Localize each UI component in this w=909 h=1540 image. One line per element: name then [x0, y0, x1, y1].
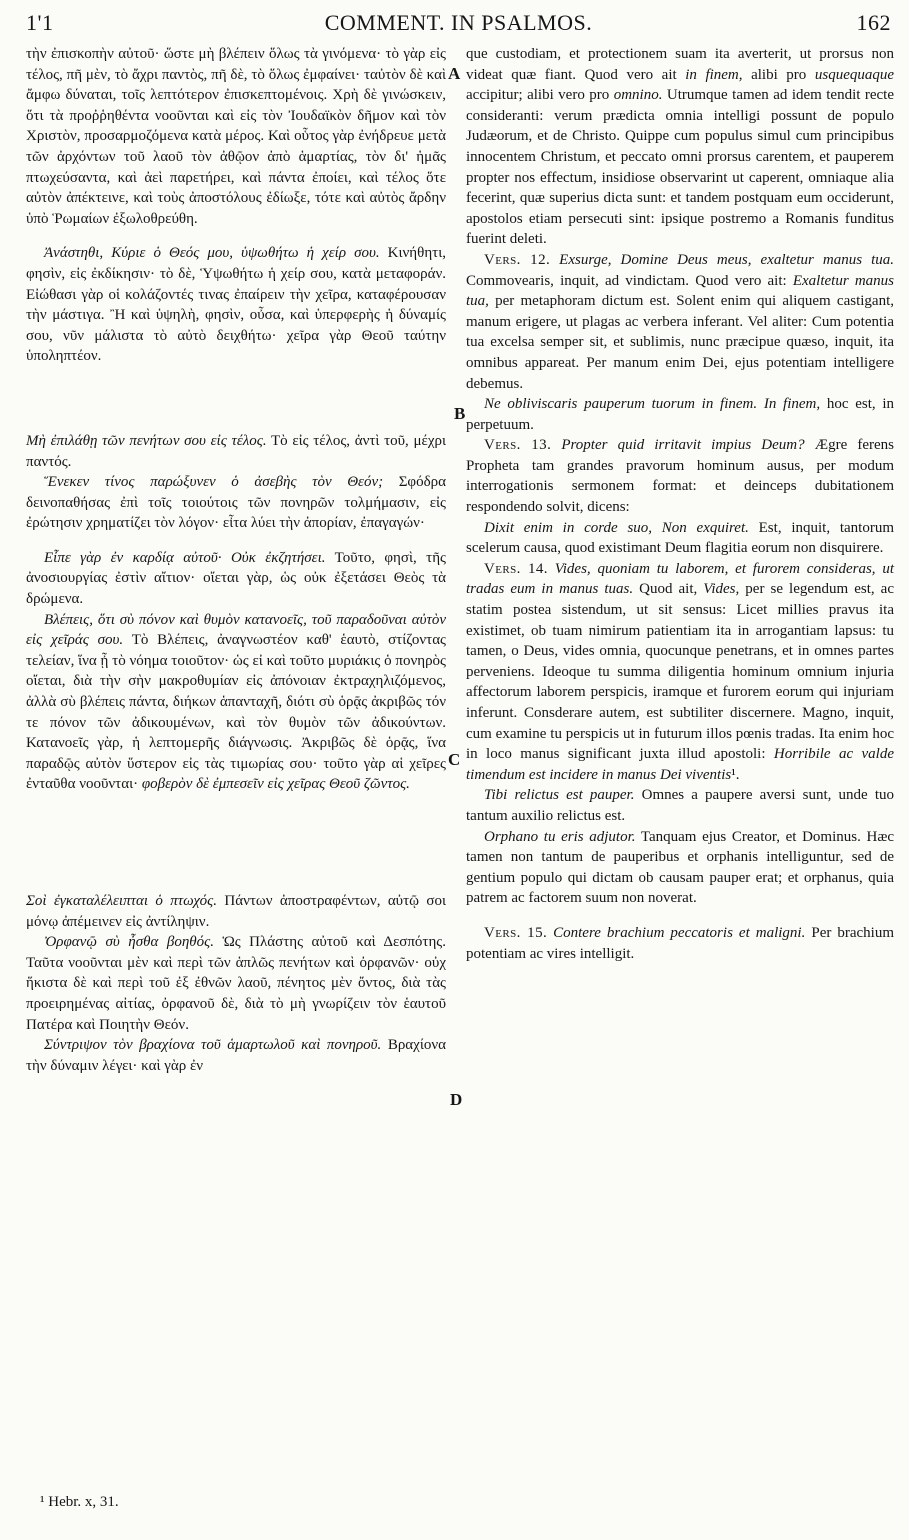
latin-text: Per brachium potentiam ac vires intelligit.	[466, 924, 895, 962]
latin-text: alibi pro	[742, 66, 815, 83]
greek-paragraph	[26, 472, 446, 534]
greek-paragraph: τὴν ἐπισκοπὴν αὐτοῦ· ὥστε μὴ βλέπειν ὅλως τὰ γινόμενα· τὸ γὰρ εἰς τέλος, πῆ μὲν, τὸ ἄχρι παντὸς, πῆ δὲ, τὸ ὅλως ἐμφαίνει· ταὐτὸν δὲ καὶ ἄμφω δύναται, τοῖς λεπτότερον ἐπισκεπτομένοις. Χρὴ δὲ γινώσκειν, ὅτι τὰ προῤῥηθέντα νοοῦνται καὶ εἰς τὸν Ἰουδαϊκὸν δῆμον καὶ τὸν Χριστὸν, προσαρμοζόμενα κατὰ μέρος. Καὶ οὗτος γὰρ ἐνήδρευε μετὰ τῶν ἀρχόντων τοῦ λαοῦ τὸν ἀθῷον ἀπὸ ἁμαρτίας, τὸν δι' ἡμᾶς πτωχεύσαντα, καὶ ἀεὶ παρετήρει, καὶ πάντα ἐποίει, καὶ τέλος ὅτε αὐτὸν ἀπέκτεινε, καὶ τοὺς ἀποστόλους ἐδίωξε, τότε καὶ αὐτὸς ἄρδην ὑπὸ Ῥωμαίων ἐξωλοθρεύθη.	[26, 46, 446, 227]
greek-paragraph	[26, 243, 446, 367]
latin-lemma: Contere brachium peccatoris et maligni.	[547, 924, 806, 941]
verse-label: Vers. 13.	[484, 437, 552, 454]
running-header	[26, 8, 891, 42]
latin-paragraph	[466, 518, 894, 559]
latin-lemma: Vides, quoniam tu laborem, et furorem consideras, ut tradas eum in manus tuas.	[466, 560, 895, 598]
margin-letter-a: A	[448, 64, 461, 83]
greek-lemma: Μὴ ἐπιλάθῃ τῶν πενήτων σου εἰς τέλος.	[26, 432, 267, 449]
latin-column	[466, 44, 894, 964]
latin-lemma: Exsurge, Domine Deus meus, exaltetur manus tua.	[550, 251, 894, 268]
greek-lemma: Εἶπε γὰρ ἐν καρδίᾳ αὐτοῦ· Οὐκ ἐκζητήσει.	[44, 549, 326, 566]
latin-lemma: Tibi relictus est pauper.	[484, 787, 635, 804]
greek-lemma: Ὀρφανῷ σὺ ἦσθα βοηθός.	[44, 934, 214, 951]
latin-paragraph	[466, 559, 894, 786]
margin-letter-b: B	[454, 404, 466, 423]
greek-paragraph	[26, 932, 446, 1035]
greek-lemma: Ἕνεκεν τίνος παρώξυνεν ὁ ἀσεβὴς τὸν Θεόν;	[44, 474, 384, 491]
footnote-ref: ¹.	[731, 766, 740, 783]
latin-text: per metaphoram dictum est. Solent enim qui aliquem castigant, manum erigere, ut plagas ac verbera inferant. Vel aliter: Cum potentia tua excelsa semper sit, et sublimis, nunc præcipue quæso, inquit, ita omnibus appareat. Per manum enim Dei, ejus potentiam intelligere debemus.	[466, 293, 894, 392]
greek-quote: φοβερὸν δὲ ἐμπεσεῖν εἰς χεῖρας Θεοῦ ζῶντος.	[138, 776, 410, 793]
margin-letter-d: D	[450, 1090, 463, 1109]
greek-paragraph	[26, 1035, 446, 1076]
greek-paragraph	[26, 548, 446, 610]
latin-quote: Horribile ac valde timendum est incidere in manus Dei viventis	[466, 746, 895, 783]
latin-paragraph	[466, 785, 894, 826]
verse-label: Vers. 15.	[484, 924, 548, 941]
latin-text: Utrumque tamen ad idem tendit recte consideranti: verum prædicta omnia intelligi possunt de populo Judæorum, et de Christo. Quippe cum populus simul cum principibus innocentem Christum, et peccato omni prorsus carentem, et pauperem propter nos effectum, insidiose observarint ut caperent, omniaque alia fecerint, quæ superius dicta sunt: et tandem postquam eum occiderunt, apostolos etiam persecuti sint: ipsique postremo a Romanis funditus fuerint deleti.	[466, 87, 894, 248]
latin-emphasis: omnino.	[613, 87, 663, 104]
verse-label: Vers. 14.	[484, 560, 548, 577]
page-number-left: 1'1	[26, 10, 54, 35]
greek-lemma: Σύντριψον τὸν βραχίονα τοῦ ἁμαρτωλοῦ καὶ πονηροῦ.	[44, 1037, 382, 1054]
greek-text: Πάντων ἀποστραφέντων, αὐτῷ σοι μόνῳ ἀπέμεινεν εἰς ἀντίληψιν.	[26, 893, 446, 930]
latin-lemma: Dixit enim in corde suo, Non exquiret.	[484, 519, 749, 536]
latin-lemma: Propter quid irritavit impius Deum?	[551, 437, 805, 454]
verse-label: Vers. 12.	[484, 251, 551, 268]
greek-text: Κινήθητι, φησὶν, εἰς ἐκδίκησιν· τὸ δὲ, Ὑψωθήτω ἡ χείρ σου, κατὰ μεταφοράν. Εἰώθασι γὰρ οἱ κολάζοντές τινας ἐπαίρειν τὴν χεῖρα, καταφέρουσαν τὴν μάστιγα. Ἢ καὶ ὑψηλὴ, φησὶν, οὖσα, καὶ ὑπερφερὴς ἡ δύναμίς σου, νῦν μάλιστα τὸ αὐτὸ δειχθήτω· χεῖρα γὰρ Θεοῦ ταύτην ὑποληπτέον.	[26, 245, 446, 365]
margin-letter-c: C	[448, 750, 461, 769]
greek-text: Τὸ εἰς τέλος, ἀντὶ τοῦ, μέχρι παντός.	[26, 432, 447, 470]
page-number-right: 162	[856, 10, 891, 35]
latin-emphasis: Exaltetur manus tua,	[466, 272, 894, 310]
greek-text: Ὡς Πλάστης αὐτοῦ καὶ Δεσπότης. Ταῦτα νοοῦνται μὲν καὶ περὶ τῶν ἁπλῶς πενήτων καὶ ὀρφανῶν· οὐχ ἥκιστα δὲ καὶ περὶ τοῦ ἐξ ἐθνῶν λαοῦ, πένητος μὲν ὄντος, διὰ τὰς προειρημένας αἰτίας, ὀρφανοῦ δὲ, διὰ τὸ μὴ γνωρίζειν τὸν ἑαυτοῦ Πατέρα καὶ Ποιητὴν Θεόν.	[26, 934, 446, 1033]
latin-emphasis: Vides,	[703, 581, 740, 598]
latin-paragraph	[466, 44, 894, 250]
latin-emphasis: in finem,	[685, 66, 743, 83]
latin-text: hoc est, in perpetuum.	[466, 396, 894, 433]
greek-text: Βραχίονα τὴν δύναμιν λέγει· καὶ γὰρ ἐν	[26, 1037, 446, 1074]
latin-text: que custodiam, et protectionem suam ita averterit, ut prorsus non videat quæ fiant. Quod vero ait	[466, 46, 894, 83]
latin-text: Omnes a paupere aversi sunt, unde tuo tantum auxilio relictus est.	[466, 787, 894, 824]
latin-text: Commovearis, inquit, ad vindictam. Quod vero ait:	[466, 272, 793, 289]
greek-lemma: Βλέπεις, ὅτι σὺ πόνον καὶ θυμὸν κατανοεῖς, τοῦ παραδοῦναι αὐτὸν εἰς χεῖράς σου.	[26, 611, 446, 649]
latin-text: Ægre ferens Propheta tam grandes pravorum hominum ausus, per modum interrogationis sermonem format: et deinceps dubitationem respondendo solvit, dicens:	[466, 437, 895, 516]
latin-text: accipitur; alibi vero pro	[466, 87, 614, 104]
latin-emphasis: usquequaque	[814, 66, 895, 83]
latin-text: Quod ait,	[633, 581, 704, 598]
latin-paragraph	[466, 250, 894, 394]
latin-text: per se legendum est, ac statim postea sistendum, ut sit sensus: Licet millies pravus ita existimet, ob tuam nimirum patientiam ita in arrogantiam lapsus: tu tamen, o Deus, vides omnia, quocunque penetrans, et in omnes partes perveniens. Ideoque tu summa diligentia hominum omnium injuria affectorum laborem perspicis, iramque et furorem eorum qui injuriam inferunt. Consderare autem, est subtiliter discernere. Magno, inquit, cum examine tu perspicis ut in futurum illos pœnis tradas. Ita enim hoc in loco manus significant juxta illud apostoli:	[466, 581, 894, 763]
latin-paragraph	[466, 827, 894, 909]
greek-paragraph	[26, 610, 446, 795]
latin-text: Tanquam ejus Creator, et Dominus. Hæc tamen non tantum de pauperibus et orphanis intelliguntur, sed de gentium populo qui dictam ob causam pauper erat; et orphanus, quia patrem ac factorem suum non noverat.	[466, 828, 894, 907]
greek-paragraph	[26, 891, 446, 932]
greek-text: Σφόδρα δεινοπαθήσας ἐπὶ τοῖς τοιούτοις τῶν πονηρῶν τολμήμασιν, εἰς ἐρώτησιν χρηματίζει τὸν λόγον· εἶτα λύει τὴν ἀπορίαν, ἐπαγαγών·	[26, 474, 446, 532]
latin-paragraph	[466, 923, 894, 964]
latin-lemma: Orphano tu eris adjutor.	[484, 828, 636, 845]
footnote: ¹ Hebr. x, 31.	[40, 1494, 119, 1510]
latin-paragraph	[466, 394, 894, 435]
latin-text: Est, inquit, tantorum scelerum causa, quod existimant Deum flagitia eorum non disquirere.	[466, 519, 894, 557]
running-title: COMMENT. IN PSALMOS.	[324, 10, 593, 35]
greek-lemma: Σοὶ ἐγκαταλέλειπται ὁ πτωχός.	[26, 893, 218, 909]
greek-paragraph	[26, 431, 446, 472]
greek-text: Τὸ Βλέπεις, ἀναγνωστέον καθ' ἑαυτὸ, στίζοντας τελείαν, ἵνα ᾖ τὸ νόημα τοιοῦτον· ὡς εἰ καὶ τοῦτο μυριάκις ὁ πονηρὸς οἴεται, διὰ τὴν σὴν μακροθυμίαν εἰς ἀπόνοιαν ἐκτραχηλιζόμενος, ἀλλὰ σὺ βλέπεις πάντα, διήκων ἁπανταχῆ, διότι σὺ ὁρᾷς ἀκριβῶς τόν τε πόνον τῶν ἀδικουμένων, καὶ τὸν θυμὸν τῶν ἀδικούντων. Κατανοεῖς γὰρ, ἡ λεπτομερῆς διάγνωσις. Ἀκριβῶς δὲ ὁρᾷς, ἵνα παραδῷς αὐτὸν ὕστερον εἰς τὰς τιμωρίας σου· τοῦτο γὰρ αἱ χεῖρες ἐνταῦθα νοοῦνται·	[26, 632, 446, 793]
latin-lemma: Ne obliviscaris pauperum tuorum in finem. In finem,	[484, 396, 821, 413]
latin-paragraph	[466, 435, 894, 517]
greek-text: Τοῦτο, φησὶ, τῆς ἀνοσιουργίας ἐστὶν αἴτιον· οἴεται γὰρ, ὡς οὐκ ἐξετάσει Θεὸς τὰ δρώμενα.	[26, 549, 446, 608]
greek-lemma: Ἀνάστηθι, Κύριε ὁ Θεός μου, ὑψωθήτω ἡ χείρ σου.	[44, 245, 380, 262]
greek-column	[26, 44, 446, 1076]
